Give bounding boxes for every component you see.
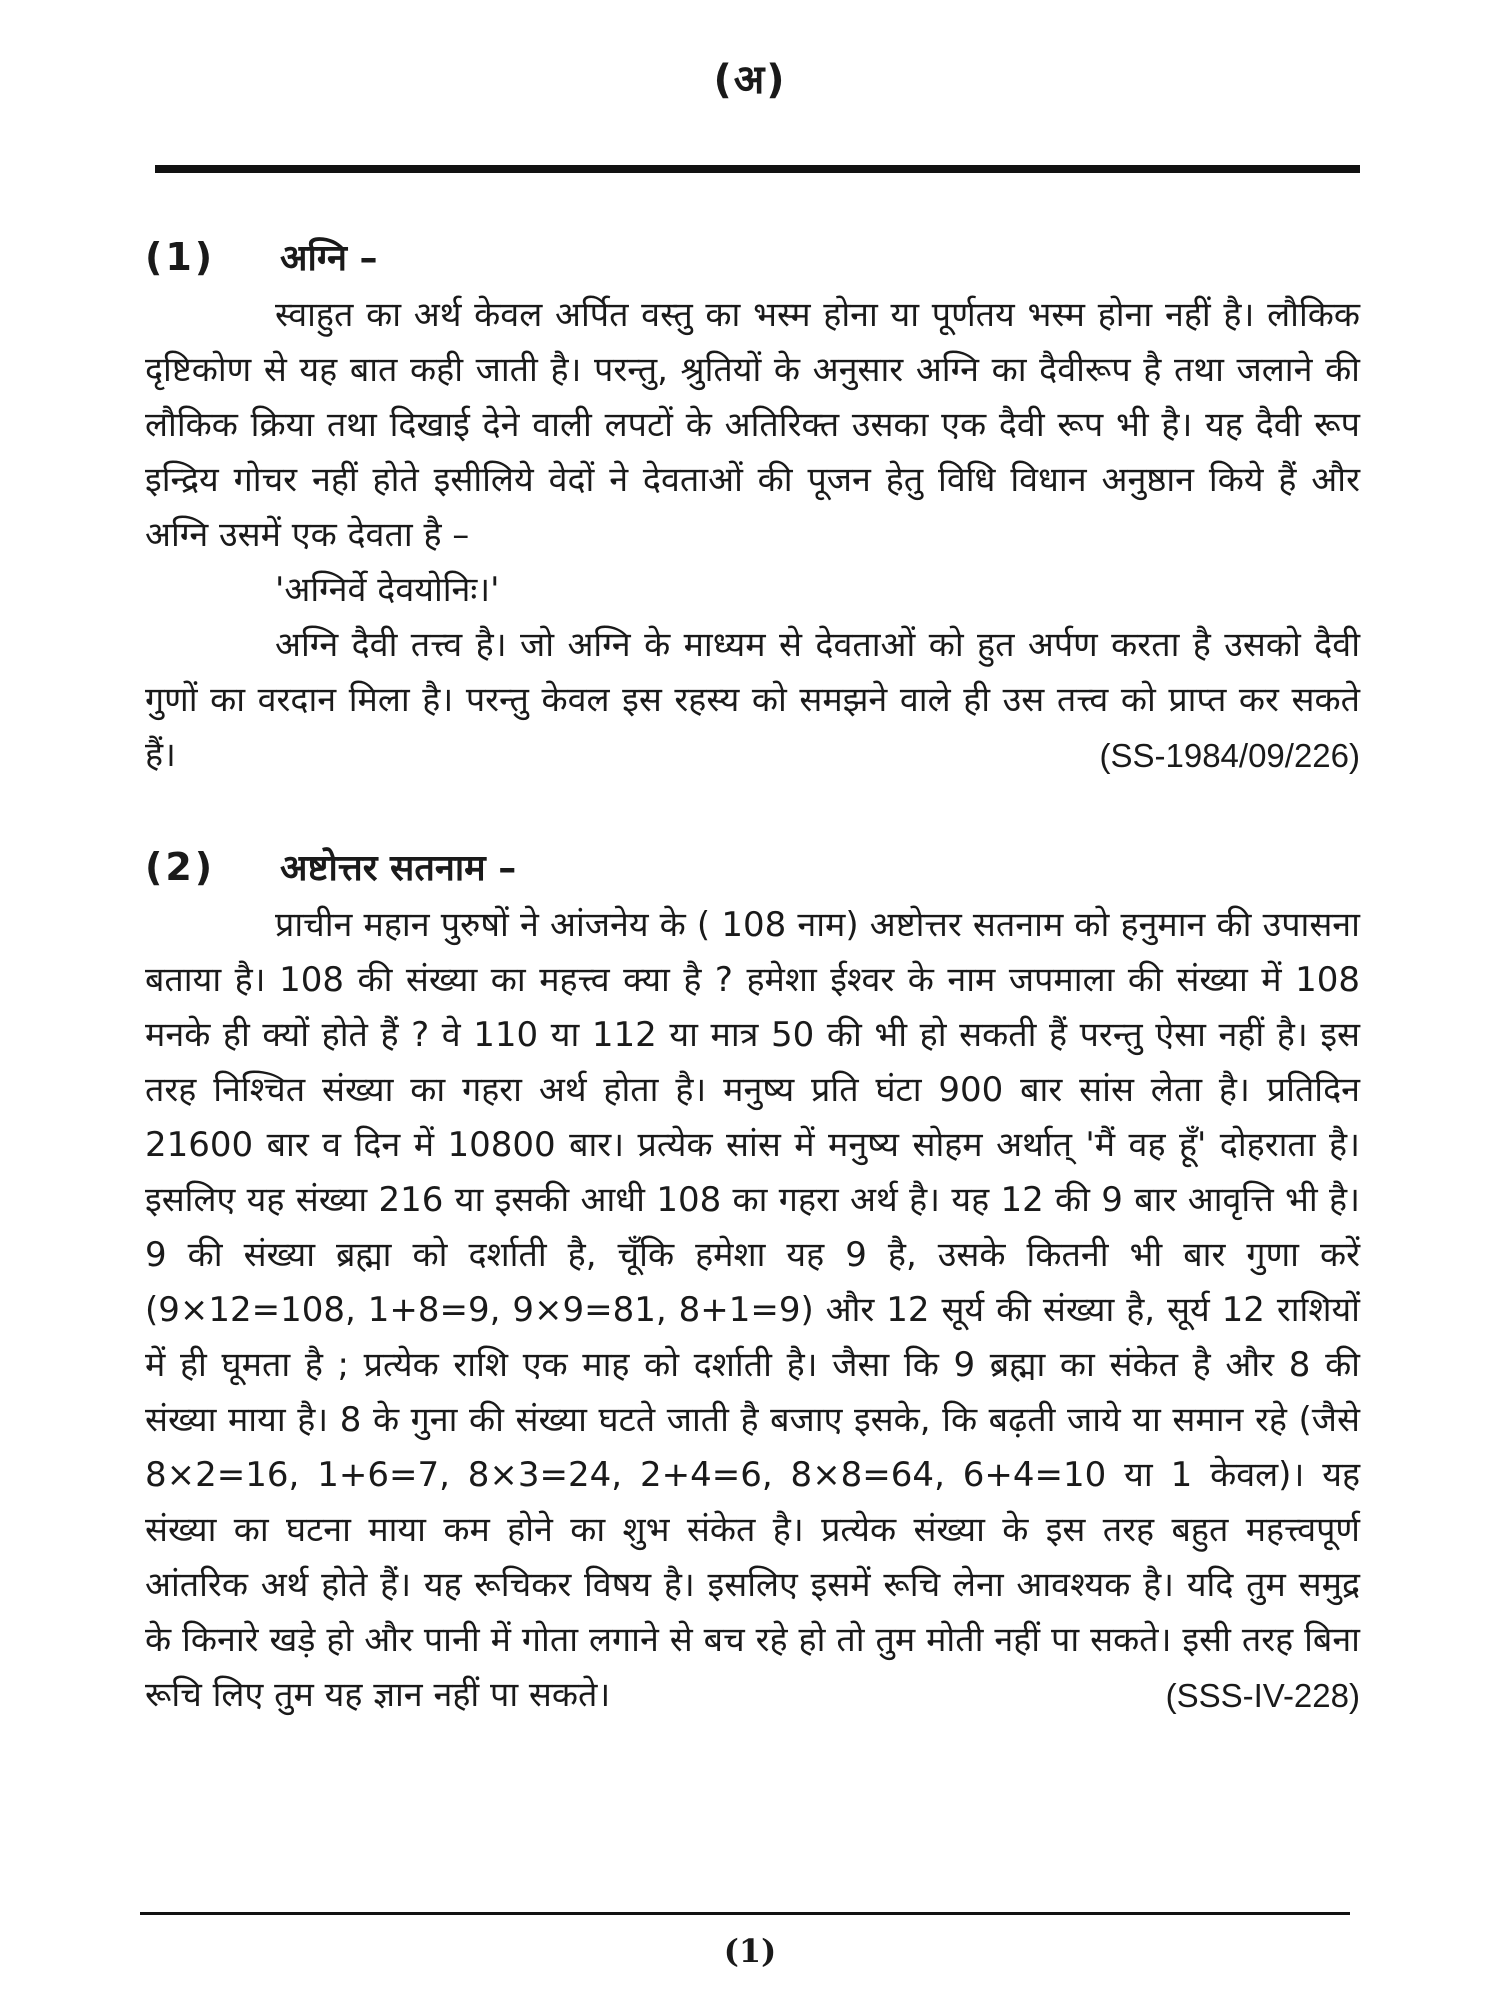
section-number: (1)	[145, 235, 216, 279]
paragraph-text: अग्नि दैवी तत्त्व है। जो अग्नि के माध्यम से देवताओं को हुत अर्पण करता है उसको दैवी गुणों का वरदान मिला है। परन्तु केवल इस रहस्य को समझने वाले ही उस तत्त्व को प्राप्त कर सकते हैं।	[145, 625, 1360, 775]
paragraph: स्वाहुत का अर्थ केवल अर्पित वस्तु का भस्म होना या पूर्णतय भस्म होना नहीं है। लौकिक दृष्टिकोण से यह बात कही जाती है। परन्तु, श्रुतियों के अनुसार अग्नि का दैवीरूप है तथा जलाने की लौकिक क्रिया तथा दिखाई देने वाली लपटों के अतिरिक्त उसका एक दैवी रूप भी है। यह दैवी रूप इन्द्रिय गोचर नहीं होते इसीलिये वेदों ने देवताओं की पूजन हेतु विधि विधान अनुष्ठान किये हैं और अग्नि उसमें एक देवता है –	[145, 295, 1360, 555]
source-reference: (SSS-IV-228)	[1165, 1677, 1360, 1714]
section-title: अष्टोत्तर सतनाम –	[280, 848, 517, 889]
section-agni	[145, 232, 1360, 783]
page-number: (1)	[723, 1932, 777, 1970]
section-title: अग्नि –	[280, 238, 378, 279]
source-reference: (SS-1984/09/226)	[1099, 737, 1360, 774]
footer-rule	[140, 1912, 1350, 1915]
paragraph	[145, 898, 1360, 1723]
section-heading	[145, 232, 1360, 288]
paragraph-text: प्राचीन महान पुरुषों ने आंजनेय के ( 108 नाम) अष्टोत्तर सतनाम को हनुमान की उपासना बताया है। 108 की संख्या का महत्त्व क्या है ? हमेशा ईश्वर के नाम जपमाला की संख्या में 108 मनके ही क्यों होते हैं ? वे 110 या 112 या मात्र 50 की भी हो सकती हैं परन्तु ऐसा नहीं है। इस तरह निश्चित संख्या का गहरा अर्थ होता है। मनुष्य प्रति घंटा 900 बार सांस लेता है। प्रतिदिन 21600 बार व दिन में 10800 बार। प्रत्येक सांस में मनुष्य सोहम अर्थात् 'मैं वह हूँ' दोहराता है। इसलिए यह संख्या 216 या इसकी आधी 108 का गहरा अर्थ है। यह 12 की 9 बार आवृत्ति भी है। 9 की संख्या ब्रह्मा को दर्शाती है, चूँकि हमेशा यह 9 है, उसके कितनी भी बार गुणा करें (9×12=108, 1+8=9, 9×9=81, 8+1=9) और 12 सूर्य की संख्या है, सूर्य 12 राशियों में ही घूमता है ; प्रत्येक राशि एक माह को दर्शाती है। जैसा कि 9 ब्रह्मा का संकेत है और 8 की संख्या माया है। 8 के गुना की संख्या घटते जाती है बजाए इसके, कि बढ़ती जाये या समान रहे (जैसे 8×2=16, 1+6=7, 8×3=24, 2+4=6, 8×8=64, 6+4=10 या 1 केवल)। यह संख्या का घटना माया कम होने का शुभ संकेत है। प्रत्येक संख्या के इस तरह बहुत महत्त्वपूर्ण आंतरिक अर्थ होते हैं। यह रूचिकर विषय है। इसलिए इसमें रूचि लेना आवश्यक है। यदि तुम समुद्र के किनारे खड़े हो और पानी में गोता लगाने से बच रहे हो तो तुम मोती नहीं पा सकते। इसी तरह बिना रूचि लिए तुम यह ज्ञान नहीं पा सकते।	[145, 905, 1360, 1715]
section-heading	[145, 842, 1360, 898]
section-ashtottar	[145, 842, 1360, 1723]
header-rule	[155, 165, 1360, 173]
section-number: (2)	[145, 845, 216, 889]
sanskrit-quote: 'अग्निर्वे देवयोनिः।'	[275, 570, 500, 610]
page-header: (अ)	[713, 57, 787, 103]
paragraph	[145, 618, 1360, 783]
